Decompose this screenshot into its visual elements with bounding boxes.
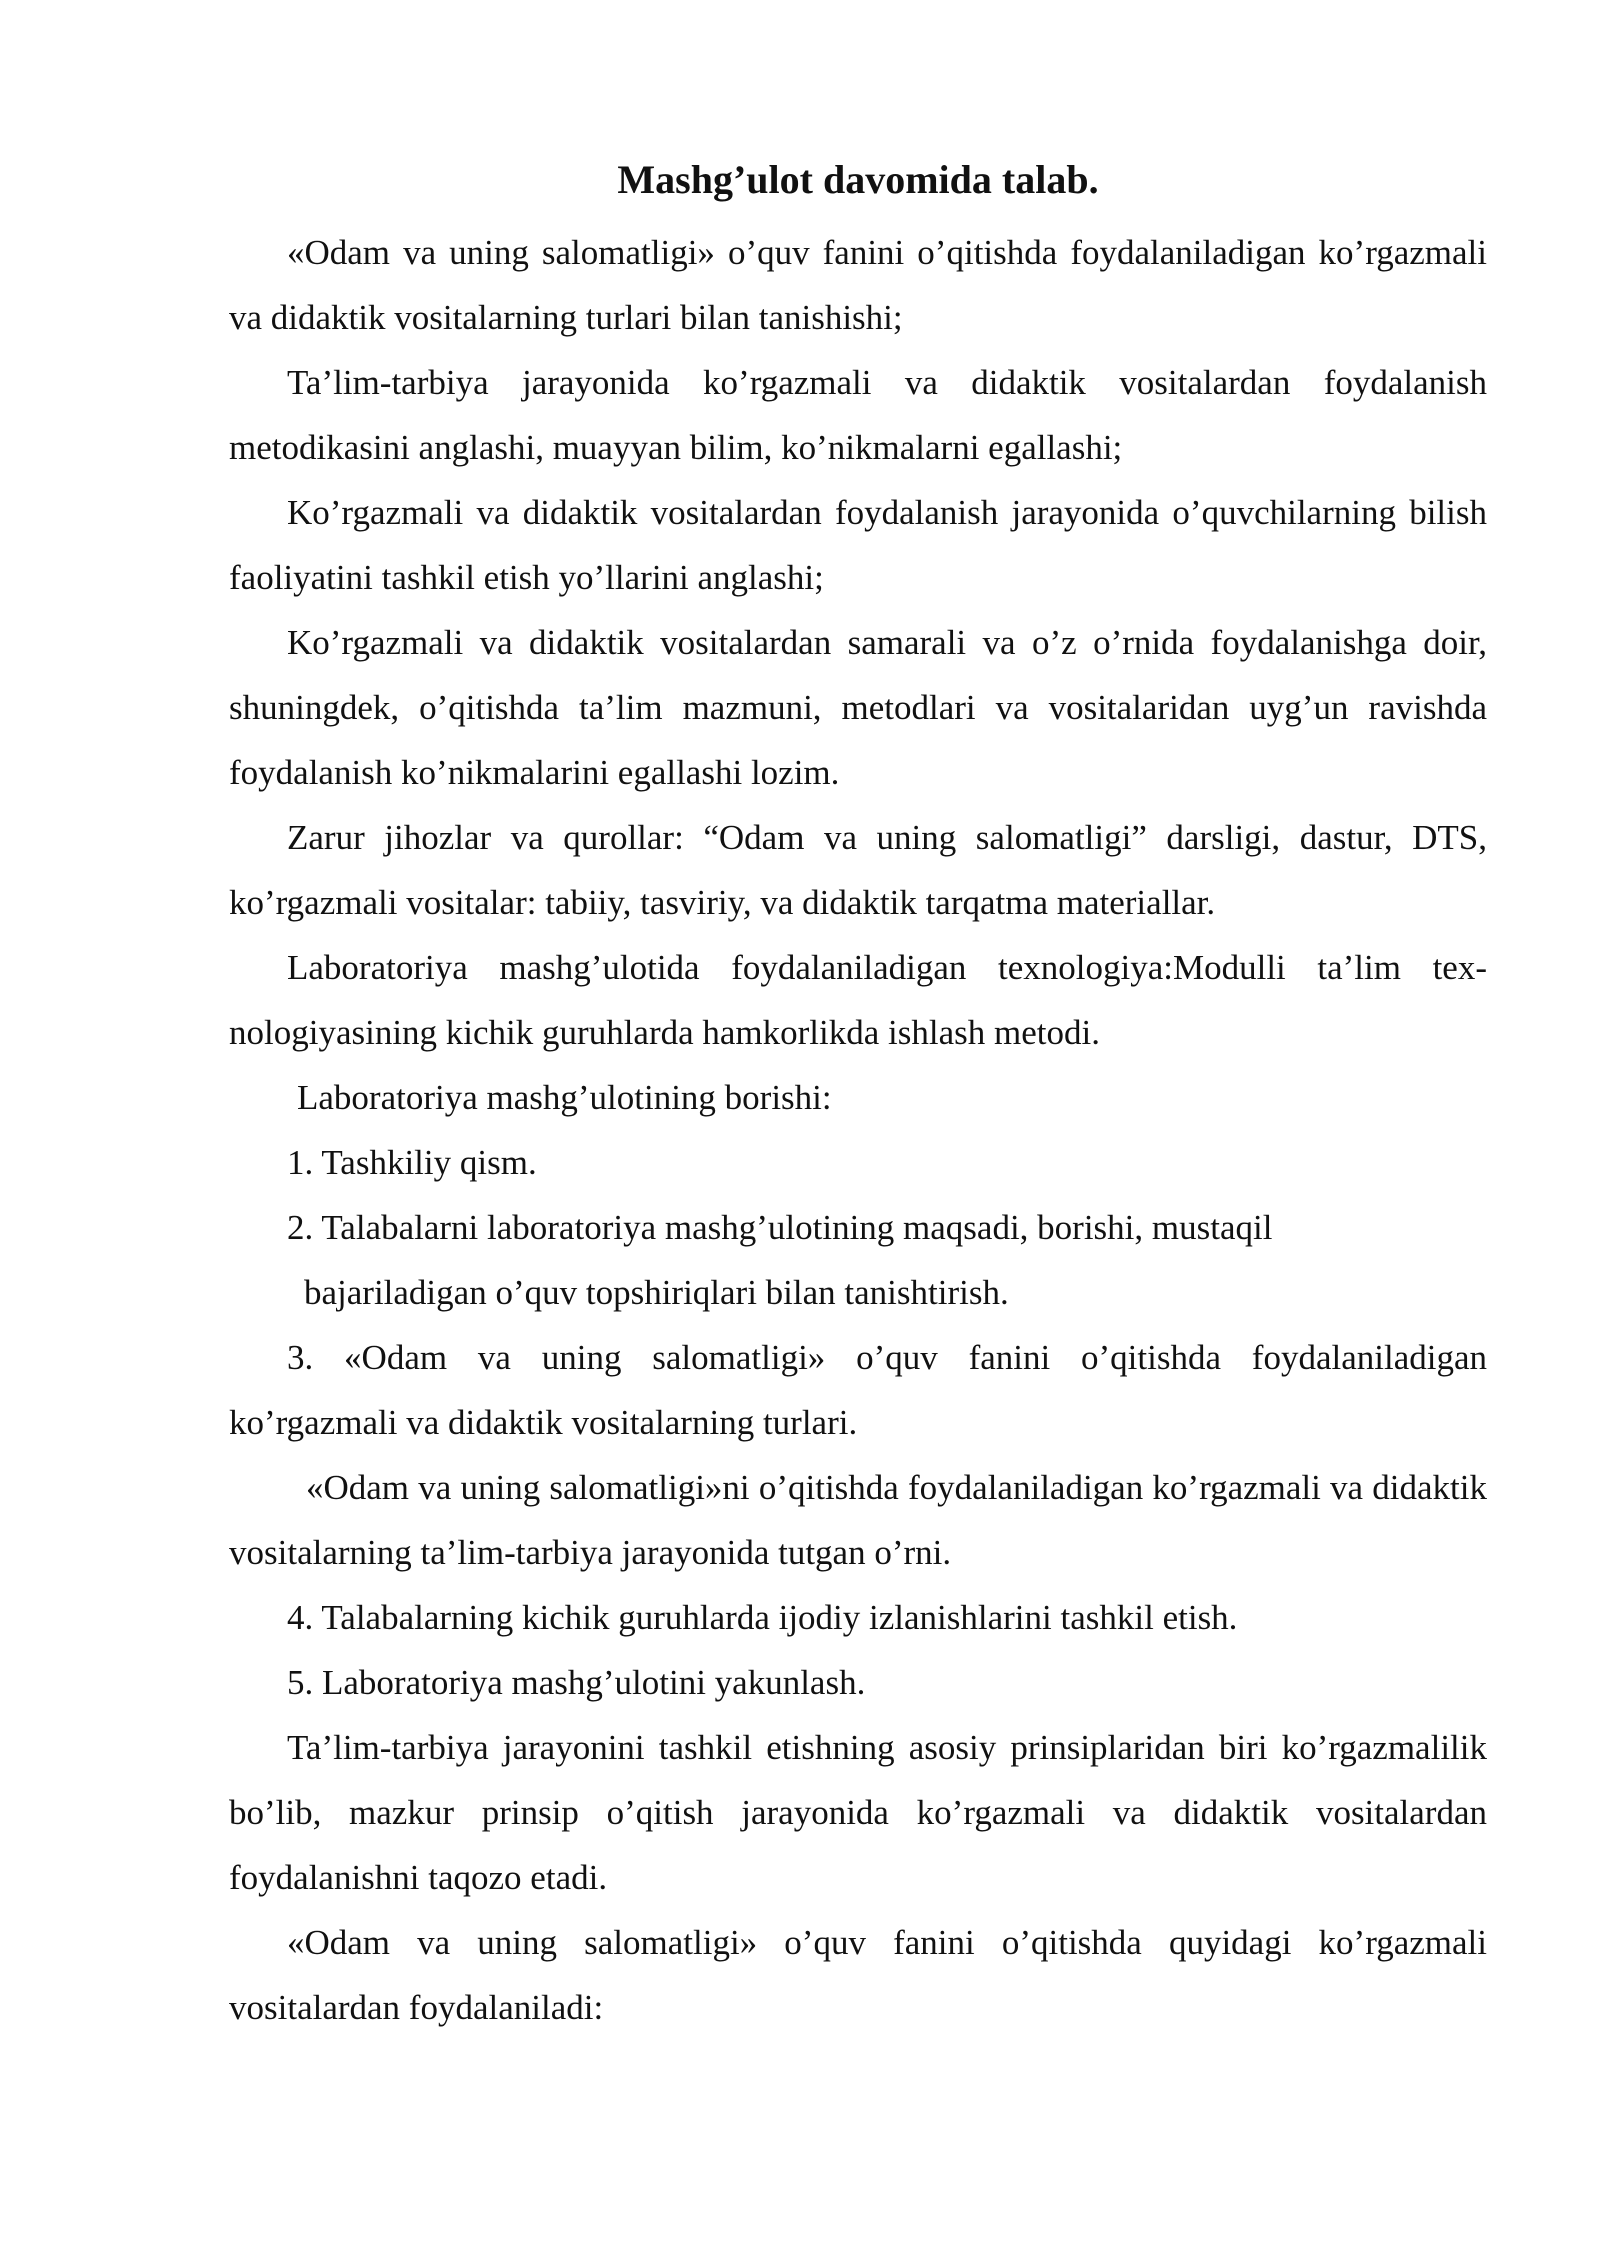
paragraph: Laboratoriya mashg’ulotida foydalaniladigan texnologiya:Modulli ta’lim tex-nologiyasining kichik guruhlarda hamkorlikda ishlash metodi. <box>229 948 1487 1052</box>
list-item <box>229 1195 1487 1325</box>
paragraph: Ko’rgazmali va didaktik vositalardan foydalanish jarayonida o’quvchilarning bilish faoliyatini tashkil etish yo’llarini anglashi; <box>229 493 1487 597</box>
paragraph: Ta’lim-tarbiya jarayonida ko’rgazmali va didaktik vositalardan foydalanish metodikasini anglashi, muayyan bilim, ko’nikmalarni egallashi; <box>229 363 1487 467</box>
document-body <box>229 150 1487 2040</box>
list-item: 1. Tashkiliy qism. <box>287 1143 537 1182</box>
list-item-continuation: bajariladigan o’quv topshiriqlari bilan tanishtirish. <box>304 1273 1009 1312</box>
paragraph: «Odam va uning salomatligi» o’quv fanini o’qitishda quyidagi ko’rgazmali vositalardan foydalaniladi: <box>229 1923 1487 2027</box>
list-item: 4. Talabalarning kichik guruhlarda ijodiy izlanishlarini tashkil etish. <box>287 1598 1238 1637</box>
list-item: 5. Laboratoriya mashg’ulotini yakunlash. <box>287 1663 866 1702</box>
paragraph: «Odam va uning salomatligi» o’quv fanini o’qitishda foydalaniladigan ko’rgazmali va didaktik vositalarning turlari bilan tanishishi; <box>229 233 1487 337</box>
paragraph: «Odam va uning salomatligi»ni o’qitishda foydalaniladigan ko’rgazmali va didaktik vositalarning ta’lim-tarbiya jarayonida tutgan o’rni. <box>229 1468 1487 1572</box>
list-item: 3. «Odam va uning salomatligi» o’quv fanini o’qitishda foydalaniladigan ko’rgazmali va didaktik vositalarning turlari. <box>229 1338 1487 1442</box>
document-title: Mashg’ulot davomida talab. <box>617 157 1099 202</box>
paragraph: Zarur jihozlar va qurollar: “Odam va uning salomatligi” darsligi, dastur, DTS, ko’rgazmali vositalar: tabiiy, tasviriy, va didaktik tarqatma materiallar. <box>229 818 1487 922</box>
paragraph: Ta’lim-tarbiya jarayonini tashkil etishning asosiy prinsiplaridan biri ko’rgazmalilik bo’lib, mazkur prinsip o’qitish jarayonida ko’rgazmali va didaktik vositalardan foydalanishni taqozo etadi. <box>229 1728 1487 1897</box>
section-heading: Laboratoriya mashg’ulotining borishi: <box>297 1078 832 1117</box>
list-item-text: 2. Talabalarni laboratoriya mashg’ulotining maqsadi, borishi, mustaqil <box>287 1208 1273 1247</box>
paragraph: Ko’rgazmali va didaktik vositalardan samarali va o’z o’rnida foydalanishga doir, shuningdek, o’qitishda ta’lim mazmuni, metodlari va vositalaridan uyg’un ravishda foydalanish ko’nikmalarini egallashi lozim. <box>229 623 1487 792</box>
